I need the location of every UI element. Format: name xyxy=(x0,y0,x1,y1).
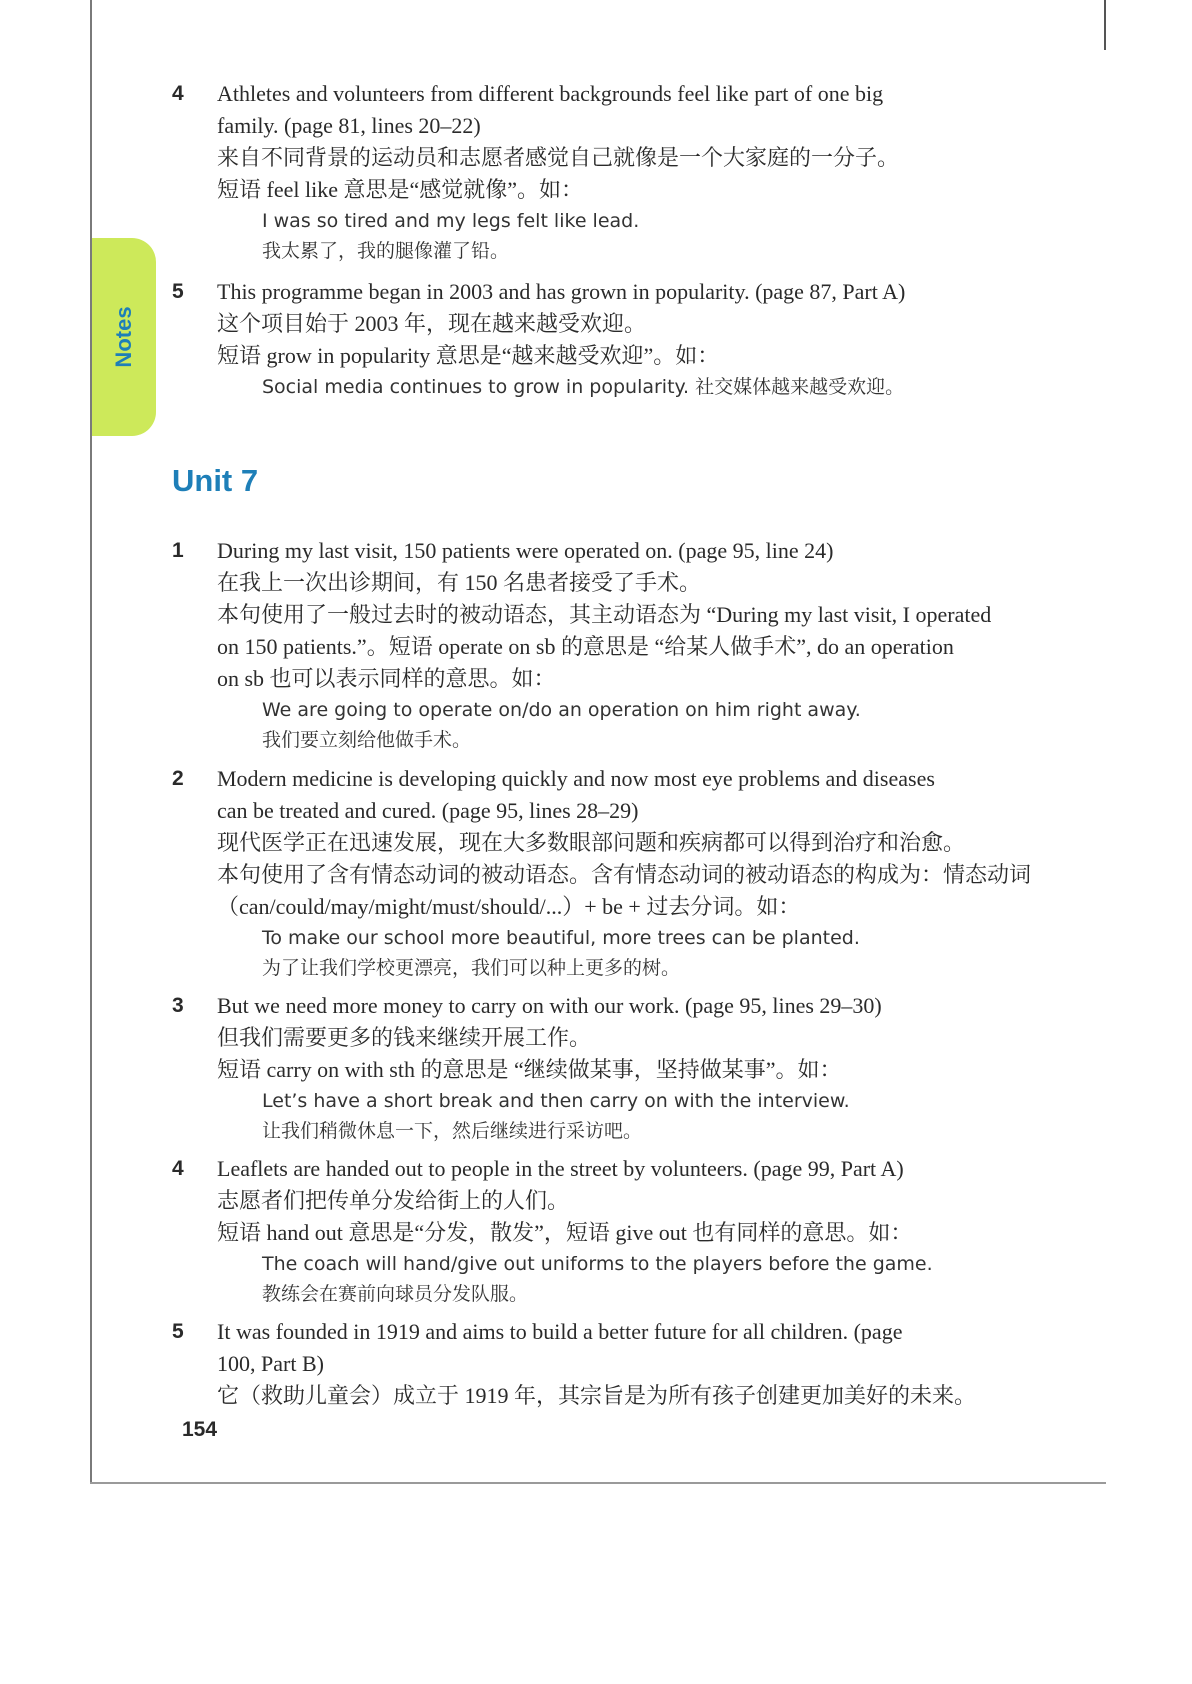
note-line: It was founded in 1919 and aims to build a better future for all children. (page xyxy=(217,1319,903,1344)
note-line: 100, Part B) xyxy=(217,1351,324,1376)
note-line: 它（救助儿童会）成立于 1919 年，其宗旨是为所有孩子创建更加美好的未来。 xyxy=(217,1383,977,1408)
page-number: 154 xyxy=(182,1418,218,1441)
unit-heading: Unit 7 xyxy=(172,463,259,498)
note-line: 志愿者们把传单分发给街上的人们。 xyxy=(217,1188,570,1213)
note-u6-4 xyxy=(172,78,1072,266)
page-bottom-edge xyxy=(90,1482,1106,1484)
note-line: This programme began in 2003 and has grown in popularity. (page 87, Part A) xyxy=(217,279,906,304)
note-line: 但我们需要更多的钱来继续开展工作。 xyxy=(217,1025,592,1050)
note-number: 5 xyxy=(172,1320,184,1343)
page-left-edge xyxy=(90,0,92,1484)
example-line: 教练会在赛前向球员分发队服。 xyxy=(262,1283,529,1305)
note-line: on sb 也可以表示同样的意思。如： xyxy=(217,666,556,691)
note-line: can be treated and cured. (page 95, lines 28–29) xyxy=(217,798,639,823)
note-u7-4 xyxy=(172,1153,1072,1309)
note-line: 短语 grow in popularity 意思是“越来越受欢迎”。如： xyxy=(217,343,720,368)
note-line: During my last visit, 150 patients were operated on. (page 95, line 24) xyxy=(217,538,834,563)
note-line: Modern medicine is developing quickly and now most eye problems and diseases xyxy=(217,766,935,791)
note-line: on 150 patients.”。短语 operate on sb 的意思是 “给某人做手术”, do an operation xyxy=(217,634,954,659)
note-line: 短语 carry on with sth 的意思是 “继续做某事，坚持做某事”。如： xyxy=(217,1057,842,1082)
note-u7-2 xyxy=(172,763,1072,983)
note-number: 3 xyxy=(172,994,184,1017)
note-line: 短语 hand out 意思是“分发，散发”，短语 give out 也有同样的意思。如： xyxy=(217,1220,913,1245)
note-line: 这个项目始于 2003 年，现在越来越受欢迎。 xyxy=(217,311,647,336)
note-number: 5 xyxy=(172,280,184,303)
example-line: 让我们稍微休息一下，然后继续进行采访吧。 xyxy=(262,1120,643,1142)
example-line: The coach will hand/give out uniforms to the players before the game. xyxy=(262,1253,933,1275)
note-u7-3 xyxy=(172,990,1072,1146)
note-u7-1 xyxy=(172,535,1072,755)
note-line: 本句使用了含有情态动词的被动语态。含有情态动词的被动语态的构成为：情态动词 xyxy=(217,862,1032,887)
note-line: 来自不同背景的运动员和志愿者感觉自己就像是一个大家庭的一分子。 xyxy=(217,145,900,170)
example-line: Let’s have a short break and then carry on with the interview. xyxy=(262,1090,850,1112)
note-line: Athletes and volunteers from different backgrounds feel like part of one big xyxy=(217,81,884,106)
note-u6-5 xyxy=(172,276,1072,402)
note-u7-5 xyxy=(172,1316,1072,1412)
note-line: 本句使用了一般过去时的被动语态，其主动语态为 “During my last visit, I operated xyxy=(217,602,992,627)
example-line: 为了让我们学校更漂亮，我们可以种上更多的树。 xyxy=(262,957,681,979)
note-number: 2 xyxy=(172,767,184,790)
note-line: But we need more money to carry on with our work. (page 95, lines 29–30) xyxy=(217,993,882,1018)
notes-side-tab xyxy=(92,238,156,436)
notes-tab-label: Notes xyxy=(111,306,136,368)
example-line: Social media continues to grow in popularity. 社交媒体越来越受欢迎。 xyxy=(262,376,905,398)
example-line: We are going to operate on/do an operation on him right away. xyxy=(262,699,861,721)
example-line: To make our school more beautiful, more trees can be planted. xyxy=(262,927,860,949)
note-number: 4 xyxy=(172,1157,184,1180)
note-number: 4 xyxy=(172,82,184,105)
example-line: 我太累了，我的腿像灌了铅。 xyxy=(262,240,510,262)
note-line: 现代医学正在迅速发展，现在大多数眼部问题和疾病都可以得到治疗和治愈。 xyxy=(217,830,966,855)
note-line: 短语 feel like 意思是“感觉就像”。如： xyxy=(217,177,583,202)
page-right-edge xyxy=(1104,0,1106,50)
note-line: 在我上一次出诊期间，有 150 名患者接受了手术。 xyxy=(217,570,702,595)
example-line: 我们要立刻给他做手术。 xyxy=(262,729,472,751)
note-line: Leaflets are handed out to people in the street by volunteers. (page 99, Part A) xyxy=(217,1156,904,1181)
note-line: （can/could/may/might/must/should/...）+ be + 过去分词。如： xyxy=(217,894,801,919)
example-line: I was so tired and my legs felt like lead. xyxy=(262,210,640,232)
note-line: family. (page 81, lines 20–22) xyxy=(217,113,481,138)
note-number: 1 xyxy=(172,539,184,562)
